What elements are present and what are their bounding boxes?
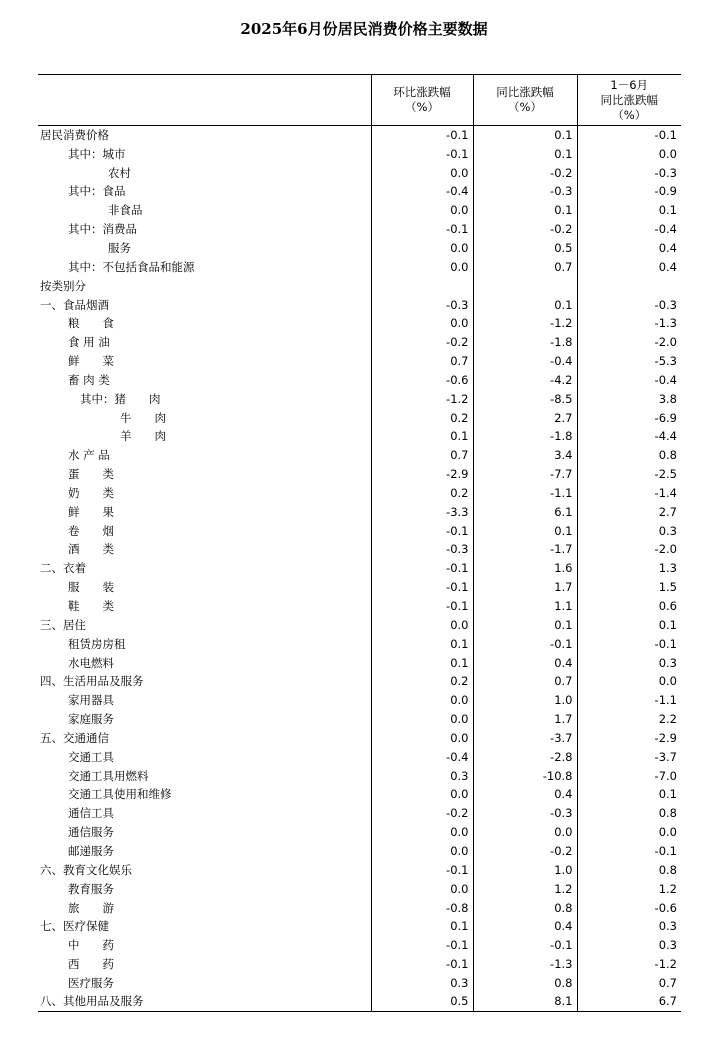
row-label: 五、交通通信 bbox=[40, 730, 109, 745]
table-row bbox=[38, 295, 681, 314]
table-row bbox=[38, 201, 681, 220]
row-yoy-value: 0.0 bbox=[473, 823, 577, 842]
row-label: 畜 肉 类 bbox=[68, 372, 110, 387]
row-ytd-value: 0.3 bbox=[577, 653, 681, 672]
table-row bbox=[38, 653, 681, 672]
row-ytd-value: 0.3 bbox=[577, 917, 681, 936]
row-label: 西 药 bbox=[68, 957, 114, 972]
row-mom-value: 0.2 bbox=[371, 408, 473, 427]
row-label: 家用器具 bbox=[68, 693, 114, 708]
row-yoy-value: 0.8 bbox=[473, 973, 577, 992]
table-row bbox=[38, 936, 681, 955]
row-mom-value: -0.4 bbox=[371, 182, 473, 201]
row-ytd-value: 0.6 bbox=[577, 597, 681, 616]
row-mom-value: 0.3 bbox=[371, 973, 473, 992]
row-yoy-value: 0.4 bbox=[473, 785, 577, 804]
header-mom-label: 环比涨跌幅 bbox=[393, 85, 451, 99]
table-row bbox=[38, 559, 681, 578]
row-label: 旅 游 bbox=[68, 900, 114, 915]
row-label: 交通工具使用和维修 bbox=[68, 787, 172, 802]
row-yoy-value: 1.6 bbox=[473, 559, 577, 578]
row-label: 非食品 bbox=[108, 203, 143, 218]
header-ytd-label: 同比涨跌幅 bbox=[600, 92, 658, 107]
row-yoy-value: 0.4 bbox=[473, 917, 577, 936]
row-yoy-value: 2.7 bbox=[473, 408, 577, 427]
row-mom-value: -0.1 bbox=[371, 578, 473, 597]
row-mom-value: 0.7 bbox=[371, 446, 473, 465]
row-mom-value: -0.1 bbox=[371, 955, 473, 974]
row-ytd-value: 0.8 bbox=[577, 446, 681, 465]
table-body bbox=[38, 126, 681, 1012]
row-ytd-value: -5.3 bbox=[577, 352, 681, 371]
row-label: 服 装 bbox=[68, 580, 114, 595]
row-label: 粮 食 bbox=[68, 316, 114, 331]
table-row bbox=[38, 314, 681, 333]
row-ytd-value: -0.9 bbox=[577, 182, 681, 201]
row-label: 服务 bbox=[108, 240, 131, 255]
row-mom-value: -0.8 bbox=[371, 898, 473, 917]
table-row bbox=[38, 785, 681, 804]
table-row bbox=[38, 333, 681, 352]
row-yoy-value: -1.7 bbox=[473, 540, 577, 559]
row-mom-value: -0.2 bbox=[371, 333, 473, 352]
row-yoy-value: 0.1 bbox=[473, 201, 577, 220]
row-ytd-value: 0.3 bbox=[577, 936, 681, 955]
row-yoy-value: 0.1 bbox=[473, 144, 577, 163]
row-yoy-value: -0.3 bbox=[473, 182, 577, 201]
row-label: 按类别分 bbox=[40, 278, 86, 293]
table-row bbox=[38, 973, 681, 992]
table-row bbox=[38, 766, 681, 785]
row-mom-value: -0.1 bbox=[371, 860, 473, 879]
table-row bbox=[38, 597, 681, 616]
row-ytd-value: -1.3 bbox=[577, 314, 681, 333]
row-label: 蛋 类 bbox=[68, 467, 114, 482]
row-yoy-value: 0.4 bbox=[473, 653, 577, 672]
row-label: 交通工具 bbox=[68, 749, 114, 764]
row-yoy-value: -0.2 bbox=[473, 163, 577, 182]
table-row bbox=[38, 842, 681, 861]
row-ytd-value: 1.3 bbox=[577, 559, 681, 578]
row-ytd-value: 1.5 bbox=[577, 578, 681, 597]
row-ytd-value: -2.9 bbox=[577, 729, 681, 748]
table-row bbox=[38, 691, 681, 710]
table-row bbox=[38, 634, 681, 653]
row-ytd-value: 0.4 bbox=[577, 239, 681, 258]
row-mom-value: 0.0 bbox=[371, 710, 473, 729]
table-row bbox=[38, 144, 681, 163]
row-label: 居民消费价格 bbox=[40, 128, 109, 143]
table-row bbox=[38, 917, 681, 936]
table-row bbox=[38, 710, 681, 729]
row-mom-value: 0.1 bbox=[371, 917, 473, 936]
row-mom-value: 0.0 bbox=[371, 823, 473, 842]
row-ytd-value: -0.4 bbox=[577, 370, 681, 389]
row-ytd-value: 0.8 bbox=[577, 860, 681, 879]
row-label: 四、生活用品及服务 bbox=[40, 674, 144, 689]
row-yoy-value: -0.2 bbox=[473, 220, 577, 239]
row-yoy-value: 0.1 bbox=[473, 126, 577, 145]
row-ytd-value: -1.1 bbox=[577, 691, 681, 710]
row-yoy-value: -7.7 bbox=[473, 465, 577, 484]
table-row bbox=[38, 860, 681, 879]
row-ytd-value: -0.1 bbox=[577, 126, 681, 145]
row-mom-value: 0.0 bbox=[371, 314, 473, 333]
row-label: 其中：消费品 bbox=[68, 222, 137, 237]
row-ytd-value: -1.2 bbox=[577, 955, 681, 974]
table-row bbox=[38, 804, 681, 823]
table-row bbox=[38, 729, 681, 748]
row-mom-value: -0.6 bbox=[371, 370, 473, 389]
row-mom-value: 0.1 bbox=[371, 634, 473, 653]
row-label: 食 用 油 bbox=[68, 335, 110, 350]
header-ytd-unit: （%） bbox=[612, 107, 647, 122]
row-label: 八、其他用品及服务 bbox=[38, 992, 371, 1011]
header-yoy bbox=[473, 75, 577, 126]
table-row bbox=[38, 672, 681, 691]
table-row bbox=[38, 408, 681, 427]
row-ytd-value: -0.3 bbox=[577, 295, 681, 314]
row-mom-value: -0.4 bbox=[371, 747, 473, 766]
row-yoy-value: -8.5 bbox=[473, 389, 577, 408]
table-row bbox=[38, 239, 681, 258]
row-yoy-value: 1.1 bbox=[473, 597, 577, 616]
row-label: 通信工具 bbox=[68, 806, 114, 821]
header-yoy-label: 同比涨跌幅 bbox=[496, 85, 554, 99]
row-ytd-value: 0.1 bbox=[577, 201, 681, 220]
row-label: 酒 类 bbox=[68, 542, 114, 557]
row-yoy-value: -0.2 bbox=[473, 842, 577, 861]
row-mom-value: -0.3 bbox=[371, 295, 473, 314]
table-row bbox=[38, 747, 681, 766]
table-row bbox=[38, 879, 681, 898]
header-item bbox=[38, 75, 371, 126]
row-label: 其中：猪 肉 bbox=[80, 391, 161, 406]
row-mom-value: 0.1 bbox=[371, 653, 473, 672]
row-yoy-value: -0.1 bbox=[473, 634, 577, 653]
row-mom-value: 0.3 bbox=[371, 766, 473, 785]
row-yoy-value: 1.7 bbox=[473, 710, 577, 729]
row-yoy-value: -2.8 bbox=[473, 747, 577, 766]
header-mom-unit: （%） bbox=[405, 100, 439, 114]
row-ytd-value: -0.6 bbox=[577, 898, 681, 917]
row-mom-value bbox=[371, 276, 473, 295]
row-label: 卷 烟 bbox=[68, 523, 114, 538]
row-ytd-value: -6.9 bbox=[577, 408, 681, 427]
row-ytd-value: -0.4 bbox=[577, 220, 681, 239]
table-row bbox=[38, 465, 681, 484]
table-row bbox=[38, 220, 681, 239]
row-yoy-value: -3.7 bbox=[473, 729, 577, 748]
header-ytd-period: 1－6月 bbox=[610, 77, 649, 92]
row-label: 鲜 菜 bbox=[68, 354, 114, 369]
row-ytd-value: -3.7 bbox=[577, 747, 681, 766]
table-row bbox=[38, 126, 681, 145]
table-row bbox=[38, 427, 681, 446]
row-label: 六、教育文化娱乐 bbox=[40, 862, 132, 877]
row-label: 邮递服务 bbox=[68, 843, 114, 858]
row-ytd-value: 0.1 bbox=[577, 785, 681, 804]
row-yoy-value: 6.1 bbox=[473, 502, 577, 521]
header-yoy-unit: （%） bbox=[508, 100, 542, 114]
row-ytd-value: 0.0 bbox=[577, 823, 681, 842]
row-mom-value: -1.2 bbox=[371, 389, 473, 408]
table-row bbox=[38, 370, 681, 389]
row-ytd-value: 0.4 bbox=[577, 257, 681, 276]
row-label: 水 产 品 bbox=[68, 448, 110, 463]
header-mom bbox=[371, 75, 473, 126]
row-label: 农村 bbox=[108, 165, 131, 180]
row-yoy-value: 1.0 bbox=[473, 860, 577, 879]
table-row bbox=[38, 955, 681, 974]
row-ytd-value: 2.2 bbox=[577, 710, 681, 729]
row-ytd-value bbox=[577, 276, 681, 295]
table-row bbox=[38, 446, 681, 465]
row-ytd-value: 0.0 bbox=[577, 672, 681, 691]
row-mom-value: 0.0 bbox=[371, 163, 473, 182]
row-ytd-value: 2.7 bbox=[577, 502, 681, 521]
row-mom-value: -0.3 bbox=[371, 540, 473, 559]
row-mom-value: -3.3 bbox=[371, 502, 473, 521]
row-ytd-value: -4.4 bbox=[577, 427, 681, 446]
table-header-row bbox=[38, 75, 681, 126]
row-label: 通信服务 bbox=[68, 825, 114, 840]
row-yoy-value: -4.2 bbox=[473, 370, 577, 389]
row-ytd-value: -0.1 bbox=[577, 634, 681, 653]
table-row bbox=[38, 389, 681, 408]
row-yoy-value: -1.8 bbox=[473, 333, 577, 352]
row-ytd-value: 1.2 bbox=[577, 879, 681, 898]
row-ytd-value: -7.0 bbox=[577, 766, 681, 785]
row-label: 鞋 类 bbox=[68, 599, 114, 614]
row-mom-value: 0.0 bbox=[371, 257, 473, 276]
row-yoy-value: 0.1 bbox=[473, 615, 577, 634]
table-row bbox=[38, 898, 681, 917]
row-mom-value: 0.0 bbox=[371, 785, 473, 804]
table-row bbox=[38, 823, 681, 842]
row-label: 其中：食品 bbox=[68, 184, 126, 199]
table-row bbox=[38, 540, 681, 559]
row-label: 二、衣着 bbox=[40, 561, 86, 576]
row-mom-value: -0.1 bbox=[371, 521, 473, 540]
row-mom-value: 0.0 bbox=[371, 842, 473, 861]
row-mom-value: 0.1 bbox=[371, 427, 473, 446]
row-mom-value: 0.7 bbox=[371, 352, 473, 371]
row-yoy-value: 0.5 bbox=[473, 239, 577, 258]
table-row bbox=[38, 992, 681, 1011]
row-yoy-value: -1.8 bbox=[473, 427, 577, 446]
row-ytd-value: -2.0 bbox=[577, 540, 681, 559]
row-ytd-value: -2.0 bbox=[577, 333, 681, 352]
row-yoy-value: 0.7 bbox=[473, 257, 577, 276]
row-label: 三、居住 bbox=[40, 617, 86, 632]
row-yoy-value: 1.7 bbox=[473, 578, 577, 597]
row-label: 教育服务 bbox=[68, 881, 114, 896]
row-mom-value: 0.2 bbox=[371, 672, 473, 691]
row-label: 医疗服务 bbox=[68, 975, 114, 990]
table-row bbox=[38, 257, 681, 276]
table-row bbox=[38, 615, 681, 634]
row-mom-value: -0.1 bbox=[371, 936, 473, 955]
table-row bbox=[38, 521, 681, 540]
row-label: 一、食品烟酒 bbox=[40, 297, 109, 312]
page-title: 2025年6月份居民消费价格主要数据 bbox=[240, 20, 488, 38]
row-label: 羊 肉 bbox=[120, 429, 166, 444]
table-row bbox=[38, 578, 681, 597]
row-mom-value: 0.2 bbox=[371, 484, 473, 503]
row-mom-value: 0.0 bbox=[371, 239, 473, 258]
row-ytd-value: 3.8 bbox=[577, 389, 681, 408]
row-ytd-value: 0.1 bbox=[577, 615, 681, 634]
table-row bbox=[38, 484, 681, 503]
row-mom-value: -0.1 bbox=[371, 597, 473, 616]
row-mom-value: 0.0 bbox=[371, 615, 473, 634]
row-yoy-value: 0.1 bbox=[473, 521, 577, 540]
row-yoy-value: 0.8 bbox=[473, 898, 577, 917]
row-label: 奶 类 bbox=[68, 485, 114, 500]
row-label: 其中：城市 bbox=[68, 146, 126, 161]
table-row bbox=[38, 352, 681, 371]
row-ytd-value: -0.1 bbox=[577, 842, 681, 861]
row-mom-value: -0.1 bbox=[371, 144, 473, 163]
cpi-table bbox=[38, 74, 681, 1012]
table-row bbox=[38, 182, 681, 201]
row-ytd-value: 6.7 bbox=[577, 992, 681, 1011]
header-ytd bbox=[577, 75, 681, 126]
row-mom-value: 0.0 bbox=[371, 691, 473, 710]
row-label: 中 药 bbox=[68, 938, 114, 953]
table-row bbox=[38, 276, 681, 295]
row-ytd-value: 0.8 bbox=[577, 804, 681, 823]
row-ytd-value: 0.3 bbox=[577, 521, 681, 540]
row-ytd-value: -2.5 bbox=[577, 465, 681, 484]
row-yoy-value: -10.8 bbox=[473, 766, 577, 785]
row-label: 鲜 果 bbox=[68, 504, 114, 519]
row-yoy-value: -0.1 bbox=[473, 936, 577, 955]
row-yoy-value: 0.1 bbox=[473, 295, 577, 314]
row-mom-value: 0.0 bbox=[371, 729, 473, 748]
row-yoy-value: -0.3 bbox=[473, 804, 577, 823]
row-yoy-value: 1.0 bbox=[473, 691, 577, 710]
row-mom-value: -0.1 bbox=[371, 559, 473, 578]
row-mom-value: 0.0 bbox=[371, 879, 473, 898]
row-ytd-value: -1.4 bbox=[577, 484, 681, 503]
row-label: 牛 肉 bbox=[120, 410, 166, 425]
row-yoy-value: 1.2 bbox=[473, 879, 577, 898]
row-ytd-value: 0.0 bbox=[577, 144, 681, 163]
row-mom-value: -0.1 bbox=[371, 126, 473, 145]
row-ytd-value: -0.3 bbox=[577, 163, 681, 182]
row-label: 七、医疗保健 bbox=[40, 919, 109, 934]
row-label: 交通工具用燃料 bbox=[68, 768, 149, 783]
row-label: 家庭服务 bbox=[68, 712, 114, 727]
row-mom-value: -2.9 bbox=[371, 465, 473, 484]
row-label: 租赁房房租 bbox=[68, 636, 126, 651]
row-mom-value: -0.2 bbox=[371, 804, 473, 823]
row-mom-value: 0.0 bbox=[371, 201, 473, 220]
row-mom-value: -0.1 bbox=[371, 220, 473, 239]
table-row bbox=[38, 502, 681, 521]
row-mom-value: 0.5 bbox=[371, 992, 473, 1011]
row-ytd-value: 0.7 bbox=[577, 973, 681, 992]
row-yoy-value: 0.7 bbox=[473, 672, 577, 691]
row-label: 水电燃料 bbox=[68, 655, 114, 670]
table-row bbox=[38, 163, 681, 182]
row-yoy-value: -0.4 bbox=[473, 352, 577, 371]
row-yoy-value bbox=[473, 276, 577, 295]
row-yoy-value: -1.1 bbox=[473, 484, 577, 503]
row-label: 其中：不包括食品和能源 bbox=[68, 259, 195, 274]
row-yoy-value: -1.3 bbox=[473, 955, 577, 974]
row-yoy-value: 3.4 bbox=[473, 446, 577, 465]
row-yoy-value: 8.1 bbox=[473, 992, 577, 1011]
row-yoy-value: -1.2 bbox=[473, 314, 577, 333]
